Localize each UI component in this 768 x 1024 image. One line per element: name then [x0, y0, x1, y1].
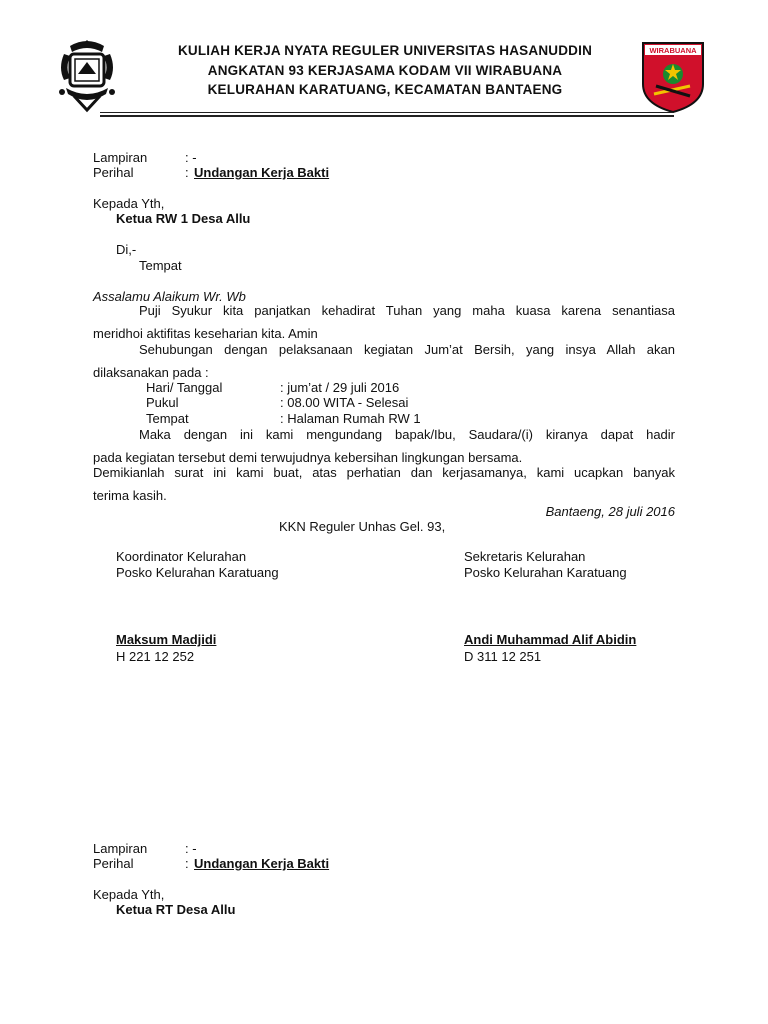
para2-line2: dilaksanakan pada :	[93, 365, 209, 380]
university-emblem-icon	[50, 34, 124, 114]
pukul-label: Pukul	[146, 395, 179, 410]
tempat-acara-value: : Halaman Rumah RW 1	[280, 411, 421, 426]
salam: Assalamu Alaikum Wr. Wb	[93, 289, 246, 304]
left-signatory-id: H 221 12 252	[116, 649, 195, 664]
para3-line2: pada kegiatan tersebut demi terwujudnya kebersihan lingkungan bersama.	[93, 450, 523, 465]
letterhead-divider-thin	[100, 112, 674, 113]
organization: KKN Reguler Unhas Gel. 93,	[279, 519, 446, 534]
para2-line1: Sehubungan dengan pelaksanaan kegiatan Jum’at Bersih, yang insya Allah akan	[139, 342, 675, 357]
perihal-label: Perihal	[93, 165, 134, 180]
right-signatory-name: Andi Muhammad Alif Abidin	[464, 632, 637, 647]
lampiran-label: Lampiran	[93, 150, 148, 165]
pukul-value: : 08.00 WITA - Selesai	[280, 395, 409, 410]
left-signatory-posko: Posko Kelurahan Karatuang	[116, 565, 279, 580]
letter2-perihal-colon: :	[185, 856, 189, 871]
letter2-lampiran-value: : -	[185, 841, 197, 856]
date-place: Bantaeng, 28 juli 2016	[545, 504, 675, 519]
letter2-lampiran-label: Lampiran	[93, 841, 148, 856]
para1-line2: meridhoi aktifitas keseharian kita. Amin	[93, 326, 318, 341]
tempat-acara-label: Tempat	[146, 411, 189, 426]
letterhead-line-1: KULIAH KERJA NYATA REGULER UNIVERSITAS HASANUDDIN	[177, 43, 593, 58]
tempat-label: Tempat	[139, 258, 182, 273]
right-signatory-posko: Posko Kelurahan Karatuang	[464, 565, 627, 580]
recipient: Ketua RW 1 Desa Allu	[116, 211, 251, 226]
hari-label: Hari/ Tanggal	[146, 380, 223, 395]
letterhead-divider-thick	[100, 115, 674, 117]
letterhead-line-3: KELURAHAN KARATUANG, KECAMATAN BANTAENG	[207, 82, 563, 97]
lampiran-value: : -	[185, 150, 197, 165]
wirabuana-logo-text: WIRABUANA	[649, 46, 697, 55]
wirabuana-shield-icon	[640, 40, 706, 114]
kepada-yth: Kepada Yth,	[93, 196, 165, 211]
left-signatory-name: Maksum Madjidi	[116, 632, 217, 647]
right-signatory-title: Sekretaris Kelurahan	[464, 549, 586, 564]
letterhead-line-2: ANGKATAN 93 KERJASAMA KODAM VII WIRABUANA	[207, 63, 563, 78]
left-signatory-title: Koordinator Kelurahan	[116, 549, 247, 564]
para4-line2: terima kasih.	[93, 488, 167, 503]
letter2-recipient: Ketua RT Desa Allu	[116, 902, 236, 917]
letter2-kepada-yth: Kepada Yth,	[93, 887, 165, 902]
letter2-perihal-label: Perihal	[93, 856, 134, 871]
hari-value: : jum’at / 29 juli 2016	[280, 380, 400, 395]
perihal-value: Undangan Kerja Bakti	[194, 165, 330, 180]
para3-line1: Maka dengan ini kami mengundang bapak/Ibu, Saudara/(i) kiranya dapat hadir	[139, 427, 675, 442]
letter2-perihal-value: Undangan Kerja Bakti	[194, 856, 330, 871]
perihal-colon: :	[185, 165, 189, 180]
para4-line1: Demikianlah surat ini kami buat, atas perhatian dan kerjasamanya, kami ucapkan banyak	[93, 465, 675, 480]
right-signatory-id: D 311 12 251	[464, 649, 542, 664]
di-label: Di,-	[116, 242, 137, 257]
para1-line1: Puji Syukur kita panjatkan kehadirat Tuhan yang maha kuasa karena senantiasa	[139, 303, 675, 318]
